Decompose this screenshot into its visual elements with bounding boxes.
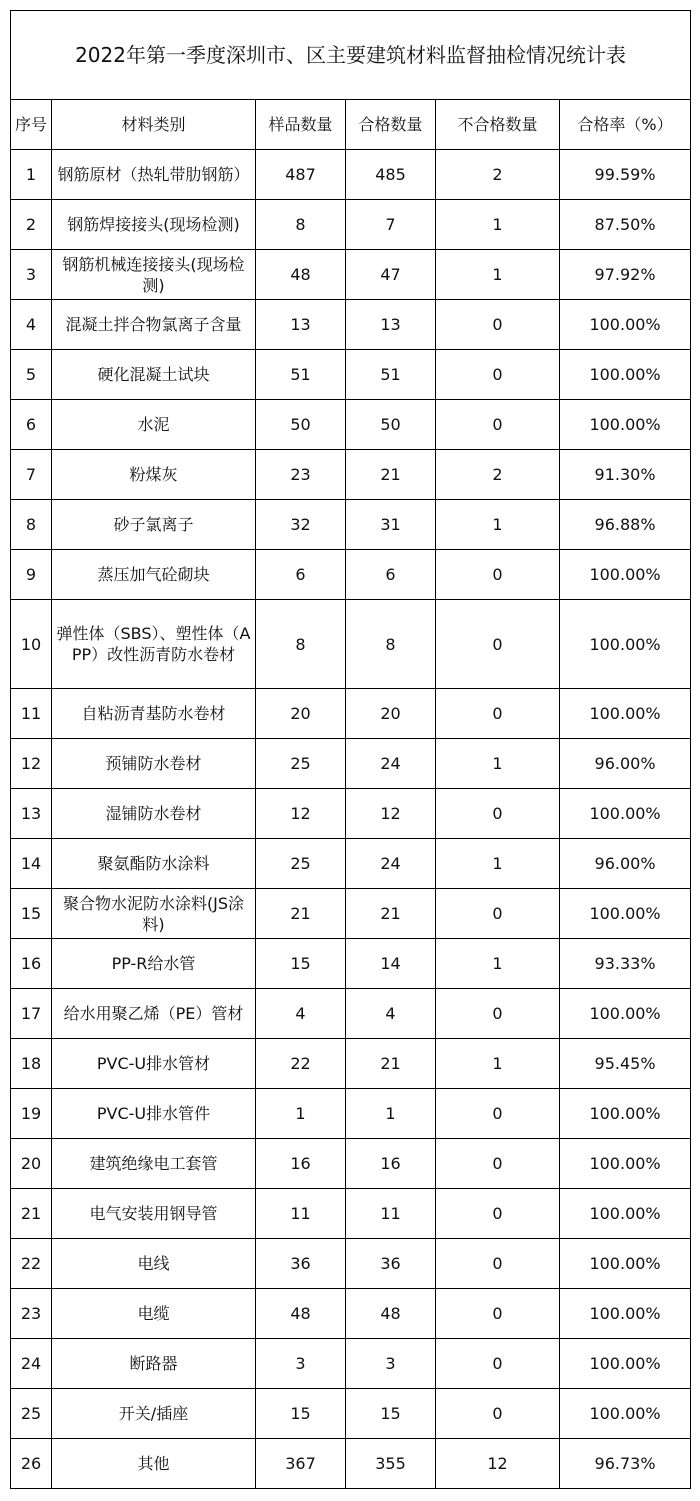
table-body — [11, 150, 691, 1489]
cell-category: 断路器 — [52, 1339, 256, 1389]
cell-samples: 51 — [256, 350, 346, 400]
cell-category: 聚氨酯防水涂料 — [52, 839, 256, 889]
cell-passed: 16 — [346, 1139, 436, 1189]
cell-samples: 11 — [256, 1189, 346, 1239]
table-row — [11, 600, 691, 689]
cell-no: 4 — [11, 300, 52, 350]
cell-category: 砂子氯离子 — [52, 500, 256, 550]
cell-rate: 100.00% — [560, 1389, 691, 1439]
table-row — [11, 889, 691, 939]
cell-failed: 1 — [436, 839, 560, 889]
cell-samples: 487 — [256, 150, 346, 200]
cell-no: 5 — [11, 350, 52, 400]
cell-passed: 24 — [346, 839, 436, 889]
cell-category: 水泥 — [52, 400, 256, 450]
table-row — [11, 1239, 691, 1289]
cell-no: 12 — [11, 739, 52, 789]
header-row — [11, 100, 691, 150]
table-row — [11, 839, 691, 889]
statistics-sheet — [10, 10, 690, 1489]
cell-samples: 6 — [256, 550, 346, 600]
cell-samples: 16 — [256, 1139, 346, 1189]
cell-samples: 23 — [256, 450, 346, 500]
cell-failed: 1 — [436, 200, 560, 250]
cell-passed: 51 — [346, 350, 436, 400]
cell-passed: 11 — [346, 1189, 436, 1239]
cell-no: 26 — [11, 1439, 52, 1489]
cell-samples: 15 — [256, 1389, 346, 1439]
cell-no: 13 — [11, 789, 52, 839]
cell-samples: 22 — [256, 1039, 346, 1089]
cell-category: 自粘沥青基防水卷材 — [52, 689, 256, 739]
cell-failed: 0 — [436, 789, 560, 839]
cell-no: 1 — [11, 150, 52, 200]
column-header-samples: 样品数量 — [256, 100, 346, 150]
cell-no: 24 — [11, 1339, 52, 1389]
cell-rate: 96.00% — [560, 739, 691, 789]
cell-passed: 47 — [346, 250, 436, 300]
cell-category: 蒸压加气砼砌块 — [52, 550, 256, 600]
cell-passed: 12 — [346, 789, 436, 839]
cell-failed: 2 — [436, 150, 560, 200]
table-row — [11, 300, 691, 350]
column-header-category: 材料类别 — [52, 100, 256, 150]
cell-failed: 1 — [436, 500, 560, 550]
cell-passed: 6 — [346, 550, 436, 600]
cell-no: 9 — [11, 550, 52, 600]
cell-rate: 96.88% — [560, 500, 691, 550]
cell-failed: 0 — [436, 550, 560, 600]
cell-passed: 13 — [346, 300, 436, 350]
cell-passed: 485 — [346, 150, 436, 200]
cell-no: 15 — [11, 889, 52, 939]
cell-rate: 91.30% — [560, 450, 691, 500]
cell-passed: 36 — [346, 1239, 436, 1289]
cell-no: 18 — [11, 1039, 52, 1089]
cell-passed: 355 — [346, 1439, 436, 1489]
cell-passed: 7 — [346, 200, 436, 250]
cell-rate: 100.00% — [560, 600, 691, 689]
cell-no: 20 — [11, 1139, 52, 1189]
table-row — [11, 550, 691, 600]
cell-rate: 100.00% — [560, 1239, 691, 1289]
cell-passed: 4 — [346, 989, 436, 1039]
cell-category: 混凝土拌合物氯离子含量 — [52, 300, 256, 350]
table-row — [11, 1339, 691, 1389]
cell-rate: 100.00% — [560, 1289, 691, 1339]
cell-no: 3 — [11, 250, 52, 300]
cell-category: 电缆 — [52, 1289, 256, 1339]
cell-passed: 14 — [346, 939, 436, 989]
cell-samples: 32 — [256, 500, 346, 550]
cell-no: 7 — [11, 450, 52, 500]
cell-failed: 1 — [436, 250, 560, 300]
cell-no: 16 — [11, 939, 52, 989]
cell-rate: 100.00% — [560, 400, 691, 450]
cell-passed: 21 — [346, 1039, 436, 1089]
table-row — [11, 789, 691, 839]
table-row — [11, 939, 691, 989]
cell-rate: 96.73% — [560, 1439, 691, 1489]
table-row — [11, 689, 691, 739]
table-row — [11, 400, 691, 450]
cell-rate: 100.00% — [560, 1089, 691, 1139]
cell-failed: 2 — [436, 450, 560, 500]
cell-samples: 3 — [256, 1339, 346, 1389]
cell-passed: 1 — [346, 1089, 436, 1139]
cell-failed: 0 — [436, 889, 560, 939]
inspection-table — [10, 10, 691, 1489]
cell-samples: 25 — [256, 739, 346, 789]
table-title: 2022年第一季度深圳市、区主要建筑材料监督抽检情况统计表 — [11, 11, 691, 100]
cell-failed: 0 — [436, 1139, 560, 1189]
cell-rate: 100.00% — [560, 889, 691, 939]
table-row — [11, 250, 691, 300]
cell-no: 22 — [11, 1239, 52, 1289]
cell-failed: 0 — [436, 400, 560, 450]
cell-no: 10 — [11, 600, 52, 689]
cell-rate: 95.45% — [560, 1039, 691, 1089]
cell-no: 17 — [11, 989, 52, 1039]
table-row — [11, 350, 691, 400]
cell-failed: 0 — [436, 1089, 560, 1139]
cell-rate: 100.00% — [560, 989, 691, 1039]
cell-failed: 0 — [436, 1189, 560, 1239]
cell-failed: 12 — [436, 1439, 560, 1489]
table-row — [11, 1289, 691, 1339]
cell-failed: 0 — [436, 1339, 560, 1389]
table-row — [11, 1189, 691, 1239]
cell-passed: 50 — [346, 400, 436, 450]
cell-passed: 31 — [346, 500, 436, 550]
cell-category: 电线 — [52, 1239, 256, 1289]
cell-passed: 20 — [346, 689, 436, 739]
cell-rate: 97.92% — [560, 250, 691, 300]
cell-samples: 20 — [256, 689, 346, 739]
table-row — [11, 1039, 691, 1089]
cell-rate: 100.00% — [560, 1339, 691, 1389]
title-row — [11, 11, 691, 100]
cell-category: 弹性体（SBS）、塑性体（APP）改性沥青防水卷材 — [52, 600, 256, 689]
cell-rate: 100.00% — [560, 689, 691, 739]
cell-rate: 100.00% — [560, 300, 691, 350]
table-row — [11, 500, 691, 550]
cell-no: 14 — [11, 839, 52, 889]
cell-rate: 99.59% — [560, 150, 691, 200]
cell-category: PVC-U排水管材 — [52, 1039, 256, 1089]
cell-category: 硬化混凝土试块 — [52, 350, 256, 400]
cell-samples: 21 — [256, 889, 346, 939]
cell-category: 电气安装用钢导管 — [52, 1189, 256, 1239]
cell-samples: 12 — [256, 789, 346, 839]
cell-category: 给水用聚乙烯（PE）管材 — [52, 989, 256, 1039]
cell-samples: 13 — [256, 300, 346, 350]
cell-samples: 367 — [256, 1439, 346, 1489]
cell-samples: 8 — [256, 600, 346, 689]
cell-failed: 1 — [436, 939, 560, 989]
cell-failed: 0 — [436, 600, 560, 689]
cell-passed: 21 — [346, 450, 436, 500]
cell-category: 钢筋机械连接接头(现场检测) — [52, 250, 256, 300]
column-header-failed: 不合格数量 — [436, 100, 560, 150]
cell-rate: 100.00% — [560, 1189, 691, 1239]
cell-category: 聚合物水泥防水涂料(JS涂料) — [52, 889, 256, 939]
cell-samples: 48 — [256, 1289, 346, 1339]
cell-samples: 48 — [256, 250, 346, 300]
column-header-rate: 合格率（%） — [560, 100, 691, 150]
cell-passed: 48 — [346, 1289, 436, 1339]
cell-samples: 1 — [256, 1089, 346, 1139]
cell-failed: 1 — [436, 1039, 560, 1089]
cell-rate: 100.00% — [560, 1139, 691, 1189]
cell-no: 11 — [11, 689, 52, 739]
column-header-passed: 合格数量 — [346, 100, 436, 150]
cell-samples: 36 — [256, 1239, 346, 1289]
cell-rate: 100.00% — [560, 789, 691, 839]
cell-rate: 93.33% — [560, 939, 691, 989]
cell-category: 钢筋焊接接头(现场检测) — [52, 200, 256, 250]
cell-samples: 4 — [256, 989, 346, 1039]
cell-failed: 0 — [436, 1389, 560, 1439]
cell-failed: 0 — [436, 300, 560, 350]
cell-no: 6 — [11, 400, 52, 450]
cell-no: 25 — [11, 1389, 52, 1439]
cell-no: 19 — [11, 1089, 52, 1139]
cell-samples: 15 — [256, 939, 346, 989]
cell-no: 8 — [11, 500, 52, 550]
cell-rate: 87.50% — [560, 200, 691, 250]
cell-samples: 50 — [256, 400, 346, 450]
table-row — [11, 1139, 691, 1189]
cell-failed: 1 — [436, 739, 560, 789]
cell-category: PVC-U排水管件 — [52, 1089, 256, 1139]
cell-category: 开关/插座 — [52, 1389, 256, 1439]
cell-passed: 8 — [346, 600, 436, 689]
cell-failed: 0 — [436, 350, 560, 400]
cell-category: 钢筋原材（热轧带肋钢筋） — [52, 150, 256, 200]
cell-category: 粉煤灰 — [52, 450, 256, 500]
cell-no: 2 — [11, 200, 52, 250]
table-row — [11, 739, 691, 789]
cell-passed: 15 — [346, 1389, 436, 1439]
cell-failed: 0 — [436, 1239, 560, 1289]
cell-category: 建筑绝缘电工套管 — [52, 1139, 256, 1189]
column-header-no: 序号 — [11, 100, 52, 150]
cell-rate: 100.00% — [560, 350, 691, 400]
cell-rate: 100.00% — [560, 550, 691, 600]
cell-no: 21 — [11, 1189, 52, 1239]
cell-no: 23 — [11, 1289, 52, 1339]
cell-category: 其他 — [52, 1439, 256, 1489]
table-row — [11, 200, 691, 250]
cell-samples: 8 — [256, 200, 346, 250]
cell-passed: 3 — [346, 1339, 436, 1389]
table-row — [11, 1389, 691, 1439]
cell-rate: 96.00% — [560, 839, 691, 889]
cell-failed: 0 — [436, 689, 560, 739]
table-row — [11, 1439, 691, 1489]
cell-failed: 0 — [436, 989, 560, 1039]
cell-samples: 25 — [256, 839, 346, 889]
table-row — [11, 150, 691, 200]
table-row — [11, 989, 691, 1039]
cell-failed: 0 — [436, 1289, 560, 1339]
table-row — [11, 1089, 691, 1139]
table-row — [11, 450, 691, 500]
cell-passed: 21 — [346, 889, 436, 939]
cell-passed: 24 — [346, 739, 436, 789]
cell-category: PP-R给水管 — [52, 939, 256, 989]
cell-category: 预铺防水卷材 — [52, 739, 256, 789]
cell-category: 湿铺防水卷材 — [52, 789, 256, 839]
